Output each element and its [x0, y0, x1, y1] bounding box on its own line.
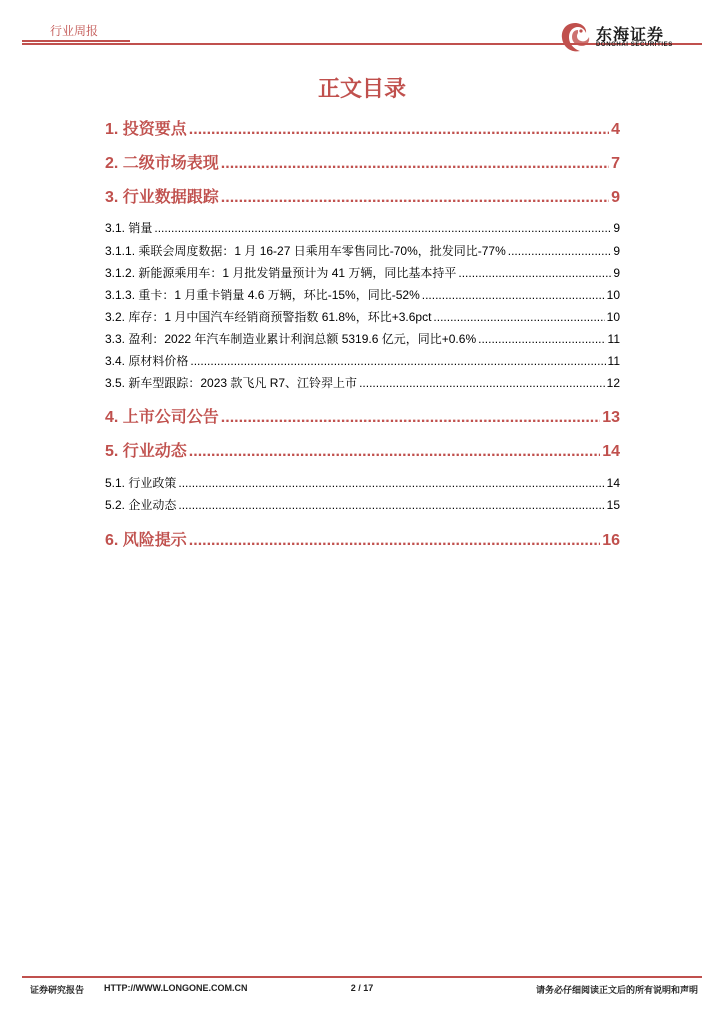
toc-entry-label: 2. 二级市场表现: [105, 155, 219, 172]
toc-entry-label: 3.5. 新车型跟踪：2023 款飞凡 R7、江铃羿上市: [105, 376, 358, 390]
toc-entry-page: 14: [606, 476, 620, 490]
toc-entry-label: 3.1.3. 重卡：1 月重卡销量 4.6 万辆，环比-15%，同比-52%: [105, 288, 420, 302]
toc-entry-page: 10: [606, 310, 620, 324]
toc-entry[interactable]: [105, 496, 620, 513]
footer-disclaimer: 请务必仔细阅读正文后的所有说明和声明: [535, 985, 698, 995]
toc-entry[interactable]: [105, 242, 620, 259]
toc-title: 正文目录: [317, 76, 406, 101]
toc-entry[interactable]: [105, 219, 620, 236]
toc-leader-dots: [189, 443, 600, 461]
toc-entry-page: 9: [613, 244, 620, 258]
footer-report-type: 证券研究报告: [30, 985, 85, 995]
toc-entry[interactable]: [105, 308, 620, 325]
toc-leader-dots: [221, 409, 600, 427]
toc-entry-page: 9: [613, 221, 620, 235]
toc-entry-page: 15: [606, 498, 620, 512]
toc-leader-dots: [359, 376, 605, 390]
logo-chinese-name: 东海证券: [596, 27, 665, 44]
toc-entry-label: 5.2. 企业动态: [105, 498, 177, 512]
toc-entry-label: 3. 行业数据跟踪: [105, 189, 219, 206]
section-tag-label: 行业周报: [50, 24, 99, 38]
toc-entry-page: 12: [606, 376, 620, 390]
toc-entry-label: 3.1. 销量: [105, 221, 153, 235]
toc-entry[interactable]: [105, 374, 620, 391]
toc-entry-page: 11: [607, 354, 620, 368]
toc-entry-page: 10: [606, 288, 620, 302]
toc-leader-dots: [433, 310, 604, 324]
toc-entry-page: 9: [613, 266, 620, 280]
toc-leader-dots: [189, 532, 600, 550]
toc-leader-dots: [178, 498, 604, 512]
toc-entry-page: 11: [607, 332, 620, 346]
logo-english-name: DONGHAI SECURITIES: [596, 42, 673, 48]
toc-leader-dots: [422, 288, 605, 302]
toc-leader-dots: [221, 155, 609, 173]
toc-entry[interactable]: [105, 474, 620, 491]
toc-entry-label: 1. 投资要点: [105, 121, 187, 138]
toc-entry[interactable]: [105, 330, 620, 347]
toc-entry[interactable]: [105, 150, 620, 173]
toc-entry-page: 14: [602, 443, 620, 460]
toc-leader-dots: [221, 189, 609, 207]
toc-entry-page: 7: [611, 155, 620, 172]
toc-leader-dots: [458, 266, 611, 280]
toc-entry-page: 16: [602, 532, 620, 549]
toc-entry[interactable]: [105, 116, 620, 139]
section-tag: [22, 20, 130, 42]
toc-entry[interactable]: [105, 286, 620, 303]
toc-entry-page: 9: [611, 189, 620, 206]
toc-entry-label: 3.1.2. 新能源乘用车：1 月批发销量预计为 41 万辆，同比基本持平: [105, 266, 457, 280]
page-number: 2 / 17: [350, 983, 374, 993]
toc-entry[interactable]: [105, 264, 620, 281]
dragon-logo-icon: [556, 20, 594, 56]
toc-entry[interactable]: [105, 404, 620, 427]
toc-entry[interactable]: [105, 438, 620, 461]
toc-entry-label: 3.1.1. 乘联会周度数据：1 月 16-27 日乘用车零售同比-70%，批发同比-77%: [105, 244, 506, 258]
footer-divider: [22, 976, 702, 978]
toc-leader-dots: [154, 221, 611, 235]
toc-entry-label: 5. 行业动态: [105, 443, 187, 460]
toc-leader-dots: [508, 244, 612, 258]
toc-leader-dots: [178, 476, 604, 490]
toc-entry[interactable]: [105, 184, 620, 207]
toc-entry-label: 3.3. 盈利：2022 年汽车制造业累计利润总额 5319.6 亿元，同比+0.6%: [105, 332, 477, 346]
toc-entry-label: 5.1. 行业政策: [105, 476, 177, 490]
toc-entry-label: 6. 风险提示: [105, 532, 187, 549]
footer-website-link[interactable]: HTTP://WWW.LONGONE.COM.CN: [104, 983, 248, 993]
toc-leader-dots: [190, 354, 605, 368]
company-logo: [556, 20, 706, 56]
toc-entry-page: 4: [611, 121, 620, 138]
toc-leader-dots: [189, 121, 609, 139]
toc-entry-page: 13: [602, 409, 620, 426]
toc-entry[interactable]: [105, 352, 620, 369]
toc-entry-label: 3.2. 库存：1 月中国汽车经销商预警指数 61.8%，环比+3.6pct: [105, 310, 432, 324]
toc-entry-label: 3.4. 原材料价格: [105, 354, 189, 368]
toc-leader-dots: [478, 332, 605, 346]
toc-entry-label: 4. 上市公司公告: [105, 409, 219, 426]
toc-entry[interactable]: [105, 527, 620, 550]
